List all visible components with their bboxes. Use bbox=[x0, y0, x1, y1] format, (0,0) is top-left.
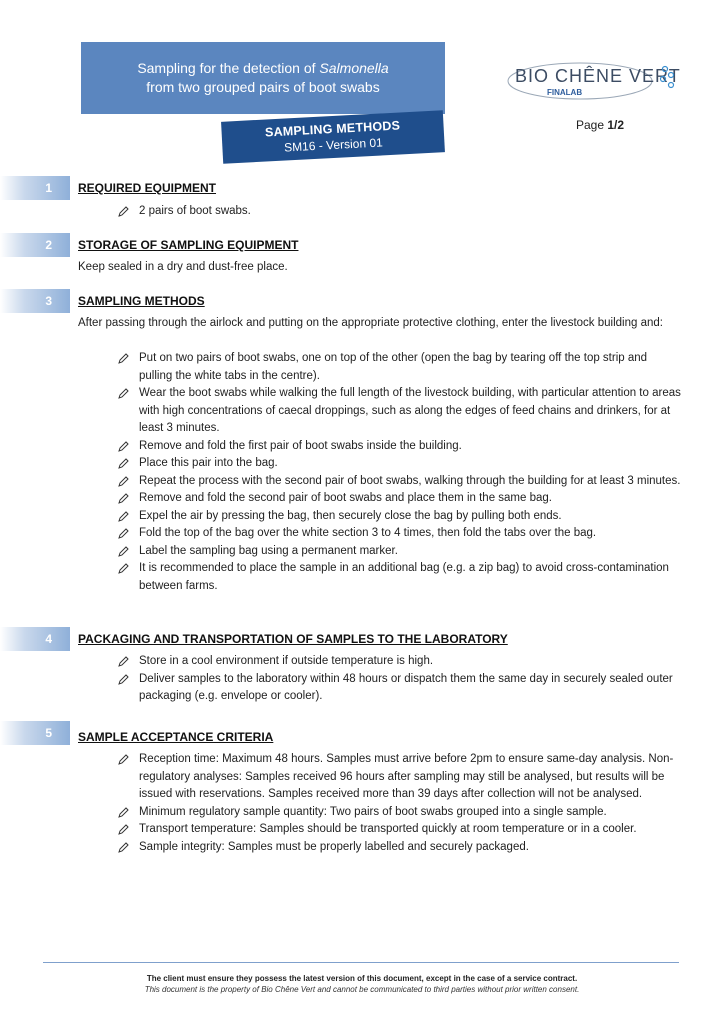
section-number-5: 5 bbox=[0, 721, 70, 745]
section-number-3: 3 bbox=[0, 289, 70, 313]
list-item: It is recommended to place the sample in an additional bag (e.g. a zip bag) to avoid cross-contamination between farms. bbox=[117, 560, 682, 595]
list-item: Store in a cool environment if outside temperature is high. bbox=[117, 653, 682, 671]
list-item: Sample integrity: Samples must be properly labelled and securely packaged. bbox=[117, 839, 682, 857]
pencil-icon bbox=[117, 475, 130, 488]
pencil-icon bbox=[117, 205, 130, 218]
document-title bbox=[81, 42, 445, 114]
section-2-text: Keep sealed in a dry and dust-free place. bbox=[78, 261, 288, 273]
footer-copyright: This document is the property of Bio Chêne Vert and cannot be communicated to third parties without prior written consent. bbox=[144, 985, 580, 994]
section-title-3: SAMPLING METHODS bbox=[78, 294, 205, 308]
title-line-1: Sampling for the detection of Salmonella bbox=[137, 60, 389, 76]
section-title-5: SAMPLE ACCEPTANCE CRITERIA bbox=[78, 730, 274, 744]
section-title-1: REQUIRED EQUIPMENT bbox=[78, 181, 217, 195]
list-item: Deliver samples to the laboratory within 48 hours or dispatch them the same day in securely sealed outer packaging (e.g. envelope or cooler). bbox=[117, 671, 682, 706]
list-item: Transport temperature: Samples should be transported quickly at room temperature or in a cooler. bbox=[117, 821, 682, 839]
methods-banner bbox=[221, 110, 445, 164]
section-4-list bbox=[117, 653, 682, 706]
pencil-icon bbox=[117, 562, 130, 575]
title-italic-word: Salmonella bbox=[319, 60, 389, 76]
pencil-icon bbox=[117, 823, 130, 836]
logo-subtext: FINALAB bbox=[547, 88, 583, 97]
section-5-list bbox=[117, 751, 682, 856]
list-item: Place this pair into the bag. bbox=[117, 455, 682, 473]
pencil-icon bbox=[117, 440, 130, 453]
section-number-2: 2 bbox=[0, 233, 70, 257]
pencil-icon bbox=[117, 753, 130, 766]
title-line-2: from two grouped pairs of boot swabs bbox=[146, 79, 380, 95]
list-item: Expel the air by pressing the bag, then securely close the bag by pulling both ends. bbox=[117, 508, 682, 526]
section-number-1: 1 bbox=[0, 176, 70, 200]
company-logo bbox=[505, 55, 685, 103]
list-item: Reception time: Maximum 48 hours. Samples must arrive before 2pm to ensure same-day analysis. Non-regulatory analyses: Samples received 96 hours after sampling may still be analysed, but results will be issued with reservations. Samples received more than 39 days after collection will not be analysed. bbox=[117, 751, 682, 804]
list-item: Wear the boot swabs while walking the full length of the livestock building, with particular attention to areas with high concentrations of caecal droppings, such as along the edges of feed chains and drinkers, for at least 3 minutes. bbox=[117, 385, 682, 438]
pencil-icon bbox=[117, 545, 130, 558]
pencil-icon bbox=[117, 457, 130, 470]
list-item: 2 pairs of boot swabs. bbox=[117, 203, 682, 221]
pencil-icon bbox=[117, 841, 130, 854]
section-number-4: 4 bbox=[0, 627, 70, 651]
list-item: Repeat the process with the second pair of boot swabs, walking through the building for at least 3 minutes. bbox=[117, 473, 682, 491]
pencil-icon bbox=[117, 510, 130, 523]
section-3-list bbox=[117, 350, 682, 595]
logo-text: BIO CHÊNE VERT bbox=[515, 66, 681, 86]
list-item: Fold the top of the bag over the white section 3 to 4 times, then fold the tabs over the bag. bbox=[117, 525, 682, 543]
pencil-icon bbox=[117, 387, 130, 400]
pencil-icon bbox=[117, 655, 130, 668]
list-item: Minimum regulatory sample quantity: Two pairs of boot swabs grouped into a single sample. bbox=[117, 804, 682, 822]
list-item: Label the sampling bag using a permanent marker. bbox=[117, 543, 682, 561]
pencil-icon bbox=[117, 673, 130, 686]
section-title-4: PACKAGING AND TRANSPORTATION OF SAMPLES TO THE LABORATORY bbox=[78, 632, 508, 646]
pencil-icon bbox=[117, 527, 130, 540]
pencil-icon bbox=[117, 806, 130, 819]
list-item: Remove and fold the first pair of boot swabs inside the building. bbox=[117, 438, 682, 456]
list-item: Remove and fold the second pair of boot swabs and place them in the same bag. bbox=[117, 490, 682, 508]
footer-divider bbox=[43, 962, 679, 963]
version-label: SM16 - Version 01 bbox=[283, 135, 384, 155]
pencil-icon bbox=[117, 352, 130, 365]
list-item: Put on two pairs of boot swabs, one on top of the other (open the bag by tearing off the top strip and pulling the white tabs in the centre). bbox=[117, 350, 682, 385]
pencil-icon bbox=[117, 492, 130, 505]
page-number: Page 1/2 bbox=[576, 118, 625, 132]
methods-label: SAMPLING METHODS bbox=[264, 118, 401, 140]
section-title-2: STORAGE OF SAMPLING EQUIPMENT bbox=[78, 238, 299, 252]
footer-notice: The client must ensure they possess the latest version of this document, except in the case of a service contract. bbox=[146, 974, 578, 983]
section-3-intro: After passing through the airlock and putting on the appropriate protective clothing, enter the livestock building and: bbox=[78, 317, 663, 329]
section-1-list bbox=[117, 203, 682, 221]
